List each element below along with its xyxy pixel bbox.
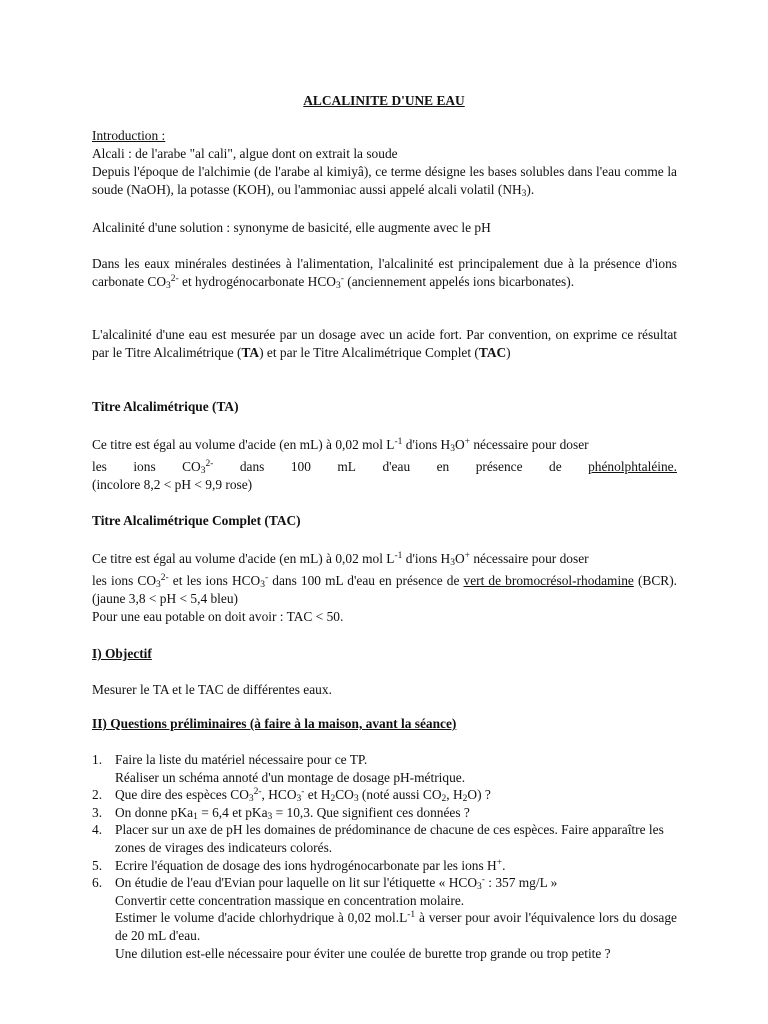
- section-objectif-heading: I) Objectif: [92, 646, 152, 661]
- ta-heading: Titre Alcalimétrique (TA): [92, 399, 239, 414]
- indicator-phenolphtaleine: phénolphtaléine.: [588, 459, 677, 474]
- list-item: 5. Ecrire l'équation de dosage des ions hydrogénocarbonate par les ions H+.: [92, 857, 506, 873]
- indicator-bcr: vert de bromocrésol-rhodamine: [463, 573, 634, 588]
- ta-definition-line2: les ions $CO_3^{2-}$ dans 100 mL d'eau en présence de phénolphtaléine.: [92, 459, 677, 476]
- tac-definition-line1: Ce titre est égal au volume d'acide (en mL) à 0,02 mol $L^{-1}$ d'ions $H_3O^+$ nécessaire pour doser: [92, 551, 589, 568]
- list-item: 4. Placer sur un axe de pH les domaines de prédominance de chacune de ces espèces. Faire apparaître les zones de virages des indicateurs colorés.: [92, 822, 664, 855]
- tac-heading: Titre Alcalimétrique Complet (TAC): [92, 513, 301, 528]
- section-objectif-text: Mesurer le TA et le TAC de différentes eaux.: [92, 682, 332, 697]
- ta-definition-line1: Ce titre est égal au volume d'acide (en mL) à 0,02 mol $L^{-1}$ d'ions $H_3O^+$ nécessaire pour doser: [92, 437, 589, 454]
- tac-definition-line2: les ions $CO_3^{2-}$ et les ions $HCO_3^-$ dans 100 mL d'eau en présence de vert de bromocrésol-rhodamine (BCR). (jaune 3,8 < pH < 5,4 bleu): [92, 573, 678, 606]
- list-item: 3. On donne pKa$_1$ = 6,4 et pKa$_3$ = 10,3. Que signifient ces données ?: [92, 804, 470, 822]
- intro-heading: Introduction :: [92, 128, 166, 143]
- intro-line-alcali: Alcali : de l'arabe "al cali", algue dont on extrait la soude: [92, 146, 398, 161]
- ta-definition-line3: (incolore 8,2 < pH < 9,9 rose): [92, 477, 253, 492]
- list-item: 1. Faire la liste du matériel nécessaire pour ce TP. Réaliser un schéma annoté d'un montage de dosage pH-métrique.: [92, 752, 466, 785]
- questions-list: [92, 751, 677, 962]
- intro-line-alcalinite: Alcalinité d'une solution : synonyme de basicité, elle augmente avec le pH: [92, 220, 491, 235]
- paragraph-mineral-waters: Dans les eaux minérales destinées à l'alimentation, l'alcalinité est principalement due à la présence d'ions carbonate $CO_3^{2-}$ et hydrogénocarbonate $HCO_3^-$ (anciennement appelés ions bicarbonates).: [92, 256, 677, 291]
- page-title: ALCALINITE D'UNE EAU: [303, 93, 465, 108]
- intro-paragraph: Depuis l'époque de l'alchimie (de l'arabe al kimiyâ), ce terme désigne les bases solubles dans l'eau comme la soude (NaOH), la potasse (KOH), ou l'ammoniac aussi appelé alcali volatil $(NH_3)$.: [92, 164, 677, 199]
- paragraph-convention: L'alcalinité d'une eau est mesurée par un dosage avec un acide fort. Par convention, on exprime ce résultat par le Titre Alcalimétrique (TA) et par le Titre Alcalimétrique Complet (TAC): [92, 327, 677, 360]
- list-item: 6. On étudie de l'eau d'Evian pour laquelle on lit sur l'étiquette « $HCO_3^-$ : 357 mg/L » Convertir cette concentration massique en concentration molaire. Estimer le volume d'acide chlorhydrique à 0,02 $mol.L^{-1}$ à verser pour avoir l'équivalence lors du dosage de 20 mL d'eau. Une dilution est-elle nécessaire pour éviter une coulée de burette trop grande ou trop petite ?: [92, 875, 677, 961]
- tac-potable-rule: Pour une eau potable on doit avoir : TAC < 50.: [92, 609, 344, 624]
- list-item: 2. Que dire des espèces $CO_3^{2-}$, $HCO_3^-$ et $H_2CO_3$ (noté aussi $CO_2$, $H_2O$) ?: [92, 787, 491, 805]
- section-questions-heading: II) Questions préliminaires (à faire à la maison, avant la séance): [92, 716, 457, 731]
